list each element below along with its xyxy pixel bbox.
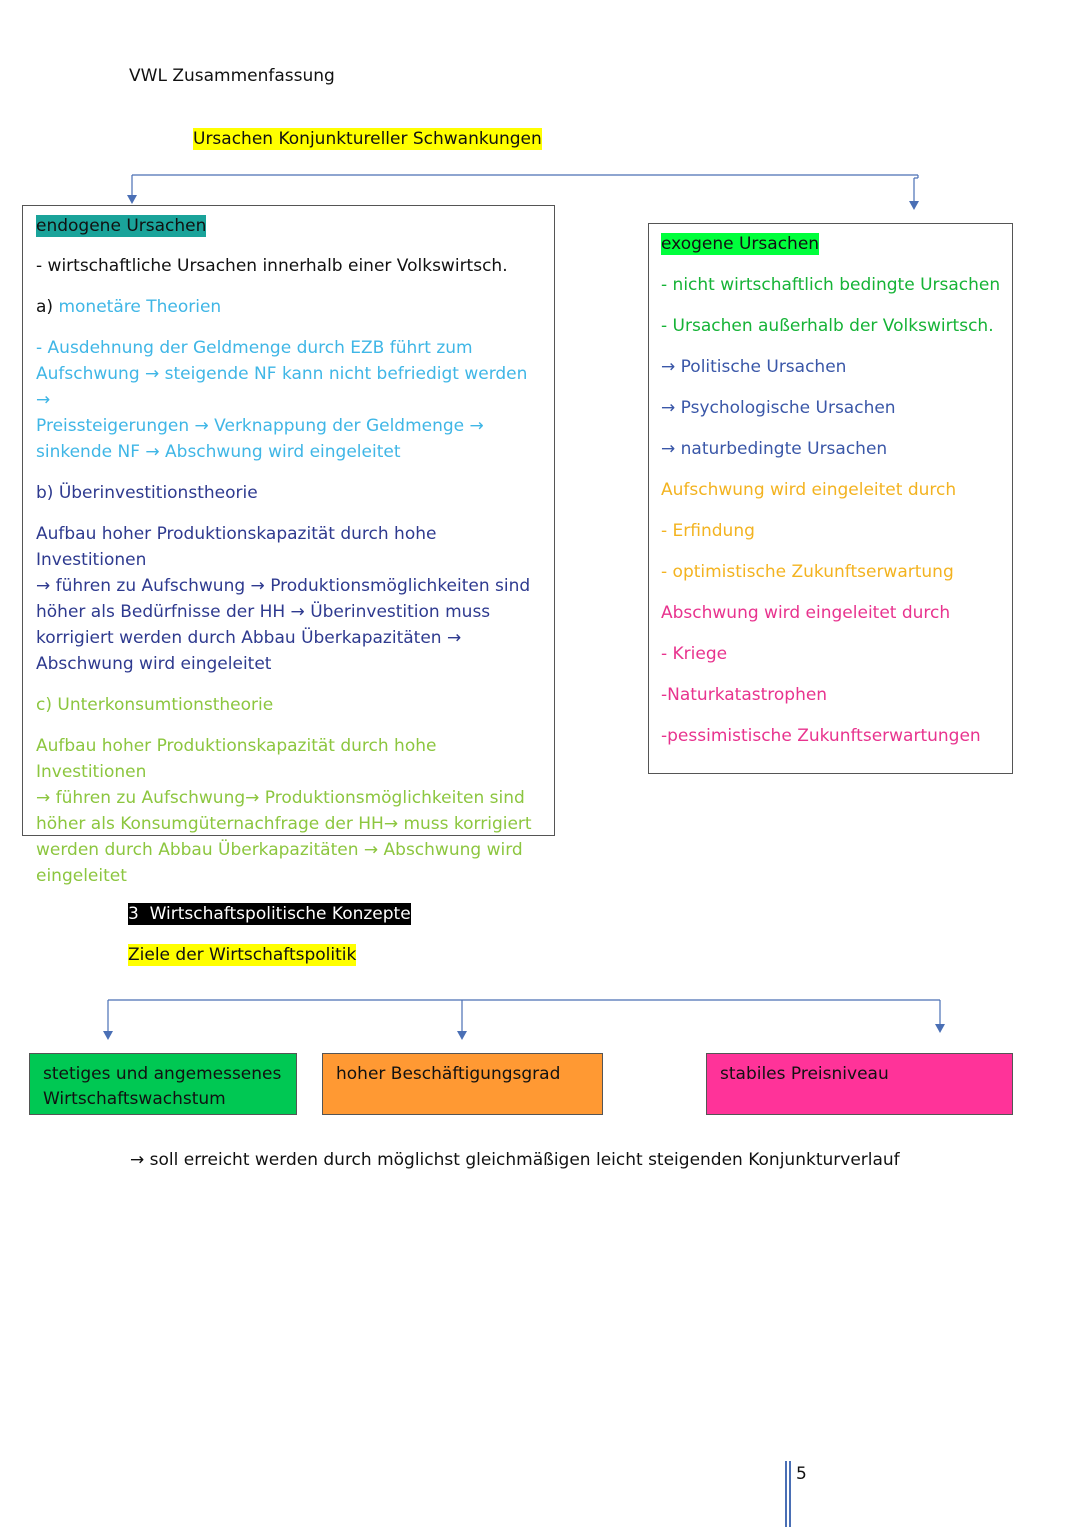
text-line: Preissteigerungen → Verknappung der Geldmenge → bbox=[36, 416, 484, 436]
goal-label: stabiles Preisniveau bbox=[720, 1064, 889, 1084]
section2-title-text: 3 Wirtschaftspolitische Konzepte bbox=[128, 904, 411, 924]
endogen-a-heading bbox=[36, 294, 542, 320]
exogen-item: Aufschwung wird eingeleitet durch bbox=[661, 480, 957, 500]
endogen-a-label: monetäre Theorien bbox=[58, 297, 222, 317]
goal-box-beschaeftigung bbox=[322, 1053, 603, 1115]
page-number: 5 bbox=[796, 1464, 807, 1484]
conclusion-text: → soll erreicht werden durch möglichst gleichmäßigen leicht steigenden Konjunkturverlauf bbox=[130, 1150, 900, 1170]
exogen-item: → naturbedingte Ursachen bbox=[661, 439, 888, 459]
goal-label: Wirtschaftswachstum bbox=[43, 1089, 226, 1109]
endogen-intro: - wirtschaftliche Ursachen innerhalb einer Volkswirtsch. bbox=[36, 256, 508, 276]
goal-label: hoher Beschäftigungsgrad bbox=[336, 1064, 561, 1084]
endogen-c-text bbox=[36, 733, 542, 889]
document-title: VWL Zusammenfassung bbox=[129, 66, 335, 86]
text-line: Aufschwung → steigende NF kann nicht befriedigt werden → bbox=[36, 364, 528, 410]
exogen-item: - nicht wirtschaftlich bedingte Ursachen bbox=[661, 275, 1001, 295]
text-line: höher als Bedürfnisse der HH → Überinvestition muss bbox=[36, 602, 491, 622]
page-number-bar bbox=[785, 1461, 787, 1527]
goal-box-preisniveau bbox=[706, 1053, 1013, 1115]
exogen-item: - Kriege bbox=[661, 644, 728, 664]
exogen-box bbox=[648, 223, 1013, 774]
text-line: → führen zu Aufschwung → Produktionsmöglichkeiten sind bbox=[36, 576, 531, 596]
endogen-a-text bbox=[36, 335, 542, 465]
exogen-item: -pessimistische Zukunftserwartungen bbox=[661, 726, 981, 746]
endogen-b-label: b) Überinvestitionstheorie bbox=[36, 483, 258, 503]
exogen-item: Abschwung wird eingeleitet durch bbox=[661, 603, 951, 623]
exogen-item: - Ursachen außerhalb der Volkswirtsch. bbox=[661, 316, 994, 336]
exogen-item: - Erfindung bbox=[661, 521, 755, 541]
exogen-item: - optimistische Zukunftserwartung bbox=[661, 562, 954, 582]
exogen-heading: exogene Ursachen bbox=[661, 234, 820, 254]
endogen-a-prefix: a) bbox=[36, 297, 59, 317]
text-line: höher als Konsumgüternachfrage der HH→ muss korrigiert bbox=[36, 814, 532, 834]
endogen-heading: endogene Ursachen bbox=[36, 216, 207, 236]
text-line: eingeleitet bbox=[36, 866, 127, 886]
text-line: → führen zu Aufschwung→ Produktionsmöglichkeiten sind bbox=[36, 788, 525, 808]
text-line: Aufbau hoher Produktionskapazität durch hohe Investitionen bbox=[36, 736, 437, 782]
text-line: Aufbau hoher Produktionskapazität durch hohe Investitionen bbox=[36, 524, 437, 570]
endogen-c-label: c) Unterkonsumtionstheorie bbox=[36, 695, 274, 715]
endogen-b-text bbox=[36, 521, 542, 677]
goal-box-wachstum bbox=[29, 1053, 297, 1115]
exogen-item: -Naturkatastrophen bbox=[661, 685, 828, 705]
goal-label: stetiges und angemessenes bbox=[43, 1064, 282, 1084]
section-title-ursachen-text: Ursachen Konjunktureller Schwankungen bbox=[193, 129, 542, 149]
text-line: korrigiert werden durch Abbau Überkapazitäten → bbox=[36, 628, 462, 648]
page-number-bar bbox=[789, 1461, 791, 1527]
text-line: sinkende NF → Abschwung wird eingeleitet bbox=[36, 442, 401, 462]
section2-subtitle bbox=[128, 945, 356, 965]
text-line: werden durch Abbau Überkapazitäten → Abschwung wird bbox=[36, 840, 523, 860]
exogen-item: → Psychologische Ursachen bbox=[661, 398, 896, 418]
section2-subtitle-text: Ziele der Wirtschaftspolitik bbox=[128, 945, 357, 965]
text-line: Abschwung wird eingeleitet bbox=[36, 654, 272, 674]
endogen-box bbox=[22, 205, 555, 886]
text-line: - Ausdehnung der Geldmenge durch EZB führt zum bbox=[36, 338, 473, 358]
exogen-item: → Politische Ursachen bbox=[661, 357, 847, 377]
section2-title bbox=[128, 904, 411, 924]
